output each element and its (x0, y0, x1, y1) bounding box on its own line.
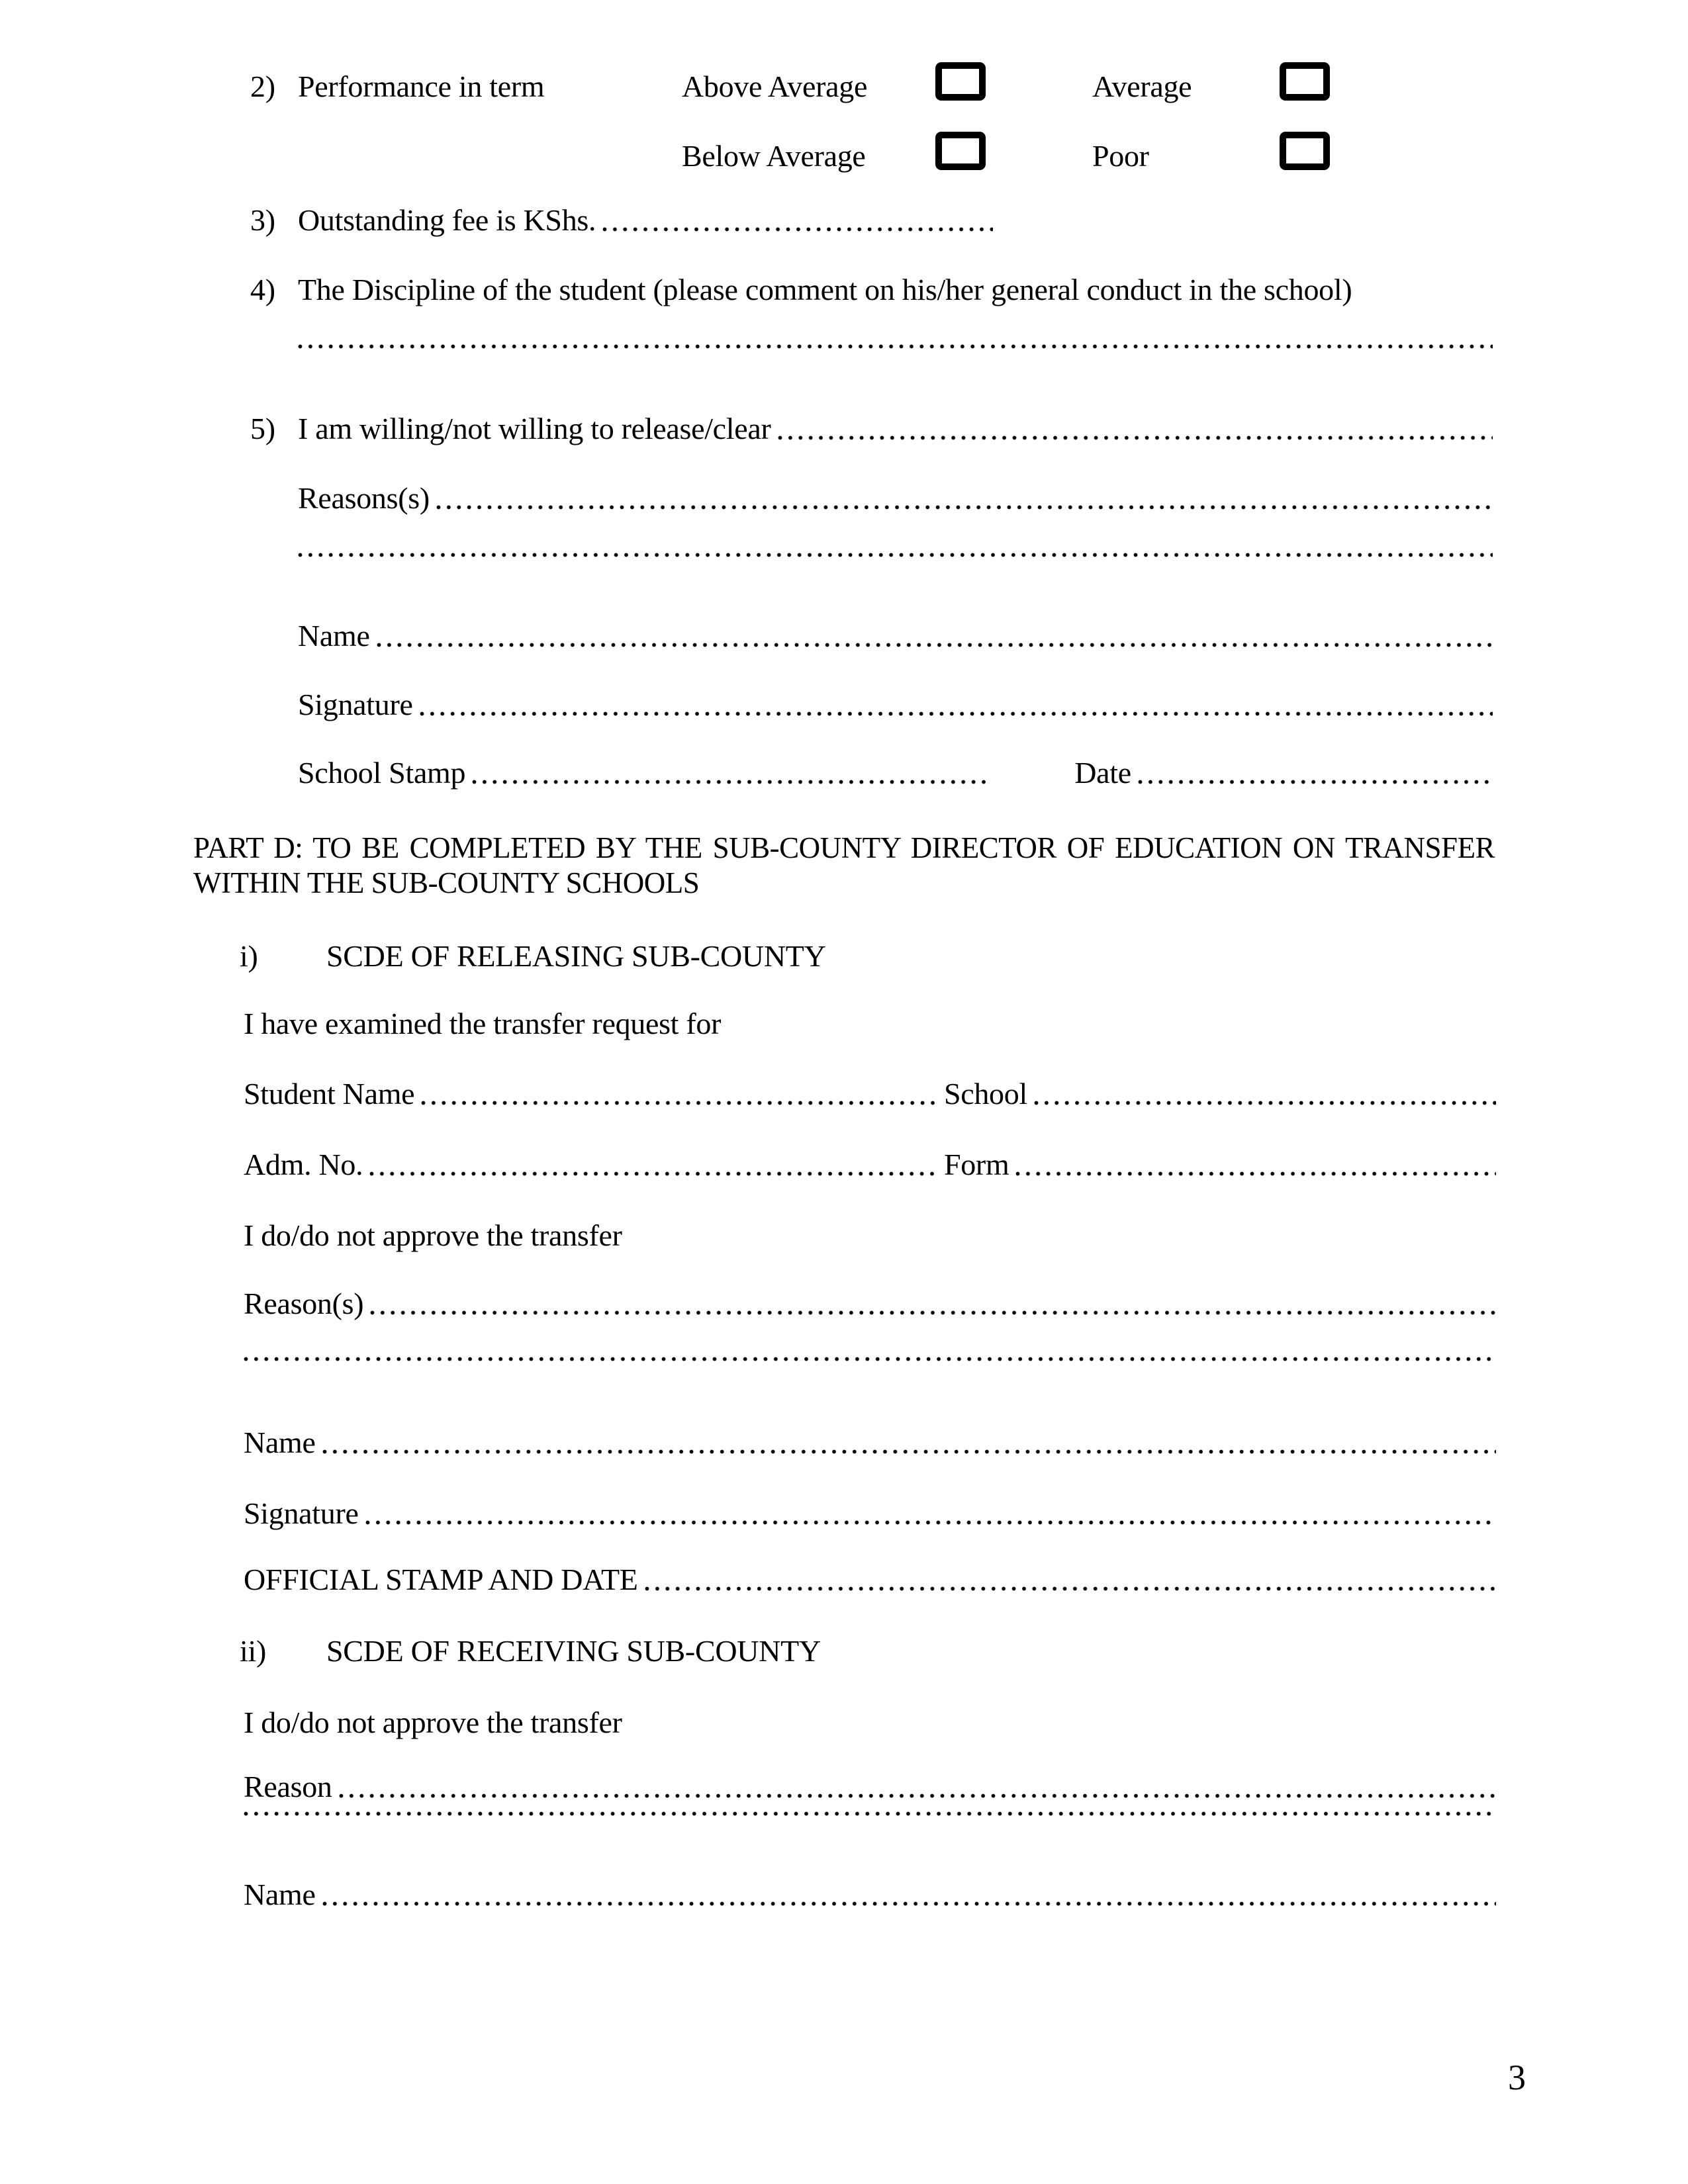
item-2-label: Performance in term (298, 69, 545, 103)
name-fill-line (377, 641, 1493, 649)
fee-fill-line (602, 225, 993, 234)
scde-signature-row (244, 1496, 1496, 1531)
signature-fill-line (420, 709, 1493, 718)
option-poor-label: Poor (1092, 139, 1149, 173)
approve-transfer-text-ii: I do/do not approve the transfer (244, 1706, 622, 1739)
item-3-label: Outstanding fee is KShs. (298, 203, 596, 237)
part-d-heading-line-1: PART D: TO BE COMPLETED BY THE SUB-COUNTY DIRECTOR OF EDUCATION ON TRANSFER (193, 831, 1495, 864)
part-d-heading-line-2: WITHIN THE SUB-COUNTY SCHOOLS (193, 866, 700, 899)
scde-signature-label: Signature (244, 1496, 359, 1530)
reason-s-row (244, 1287, 1496, 1321)
form-fill-line (1015, 1169, 1496, 1178)
receiving-name-label: Name (244, 1878, 316, 1911)
checkbox-poor (1280, 132, 1330, 170)
reason-s-label: Reason(s) (244, 1287, 364, 1320)
scde-name-row (244, 1426, 1496, 1460)
student-name-fill-line (421, 1099, 935, 1107)
receiving-name-row (244, 1878, 1496, 1912)
date-label: Date (1074, 756, 1131, 790)
reasons-label: Reasons(s) (298, 481, 430, 515)
checkbox-above-average (935, 62, 986, 101)
reason-label-ii: Reason (244, 1770, 332, 1803)
performance-options-row-1 (250, 61, 1541, 102)
section-ii-title: SCDE OF RECEIVING SUB-COUNTY (326, 1634, 821, 1668)
reasons-row (298, 481, 1493, 516)
school-stamp-label: School Stamp (298, 756, 466, 790)
section-ii-title-row (240, 1634, 1496, 1668)
headteacher-name-row (298, 619, 1493, 653)
discipline-fill-row (298, 342, 1493, 355)
section-i-number: i) (240, 939, 258, 973)
reason-s-fill-line-2 (244, 1355, 1496, 1363)
checkbox-average (1280, 62, 1330, 101)
examined-intro-row (244, 1007, 1496, 1041)
reasons-fill-line (436, 503, 1493, 512)
school-stamp-fill-line (472, 778, 988, 786)
item-5-number: 5) (250, 412, 275, 445)
examined-intro-text: I have examined the transfer request for (244, 1007, 722, 1040)
item-5-label: I am willing/not willing to release/clear (298, 412, 771, 445)
date-fill-line (1138, 778, 1493, 786)
school-label: School (943, 1077, 1027, 1111)
option-average-label: Average (1092, 69, 1192, 103)
student-name-label: Student Name (244, 1077, 415, 1111)
section-i-title: SCDE OF RELEASING SUB-COUNTY (326, 939, 826, 973)
name-label: Name (298, 619, 370, 653)
performance-options-row-2 (250, 130, 1541, 171)
section-i-title-row (240, 939, 1496, 974)
outstanding-fee-row (250, 203, 1493, 238)
school-fill-line (1034, 1099, 1496, 1107)
reasons-fill-row-2 (298, 551, 1493, 563)
discipline-row (250, 273, 1493, 307)
scde-name-fill-line (322, 1447, 1496, 1456)
part-d-heading (193, 831, 1495, 901)
receiving-name-fill-line (322, 1899, 1496, 1908)
reason-s-fill-line (370, 1308, 1496, 1317)
approve-transfer-text-i: I do/do not approve the transfer (244, 1218, 622, 1252)
page-number: 3 (1508, 2058, 1526, 2097)
reason-s-fill-row-2 (244, 1355, 1496, 1367)
adm-no-form-row (244, 1148, 1496, 1182)
scde-name-label: Name (244, 1426, 316, 1459)
adm-no-fill-line (369, 1169, 935, 1178)
item-4-number: 4) (250, 273, 275, 306)
official-stamp-fill-line (645, 1584, 1496, 1593)
item-2-number: 2) (250, 69, 275, 103)
willing-fill-line (778, 433, 1493, 442)
official-stamp-label: OFFICIAL STAMP AND DATE (244, 1563, 638, 1596)
headteacher-signature-row (298, 688, 1493, 722)
item-4-label: The Discipline of the student (please comment on his/her general conduct in the school) (298, 273, 1352, 306)
reason-row-ii (244, 1770, 1496, 1804)
reason-fill-line-ii (339, 1792, 1496, 1800)
option-above-average-label: Above Average (682, 69, 868, 103)
discipline-fill-line (298, 342, 1493, 351)
reasons-fill-line-2 (298, 551, 1493, 559)
official-stamp-row (244, 1563, 1496, 1597)
reason-fill-row-ii-2 (244, 1809, 1496, 1822)
checkbox-below-average (935, 132, 986, 170)
student-name-school-row (244, 1077, 1496, 1111)
school-stamp-date-row (298, 756, 1493, 790)
option-below-average-label: Below Average (682, 139, 866, 173)
form-label: Form (943, 1148, 1009, 1181)
approve-transfer-row-i (244, 1218, 1496, 1253)
approve-transfer-row-ii (244, 1706, 1496, 1740)
signature-label: Signature (298, 688, 413, 721)
reason-fill-line-ii-2 (244, 1809, 1496, 1818)
section-ii-number: ii) (240, 1634, 266, 1668)
item-3-number: 3) (250, 203, 275, 237)
willing-row (250, 412, 1493, 446)
scde-signature-fill-line (365, 1518, 1496, 1527)
adm-no-label: Adm. No. (244, 1148, 363, 1181)
